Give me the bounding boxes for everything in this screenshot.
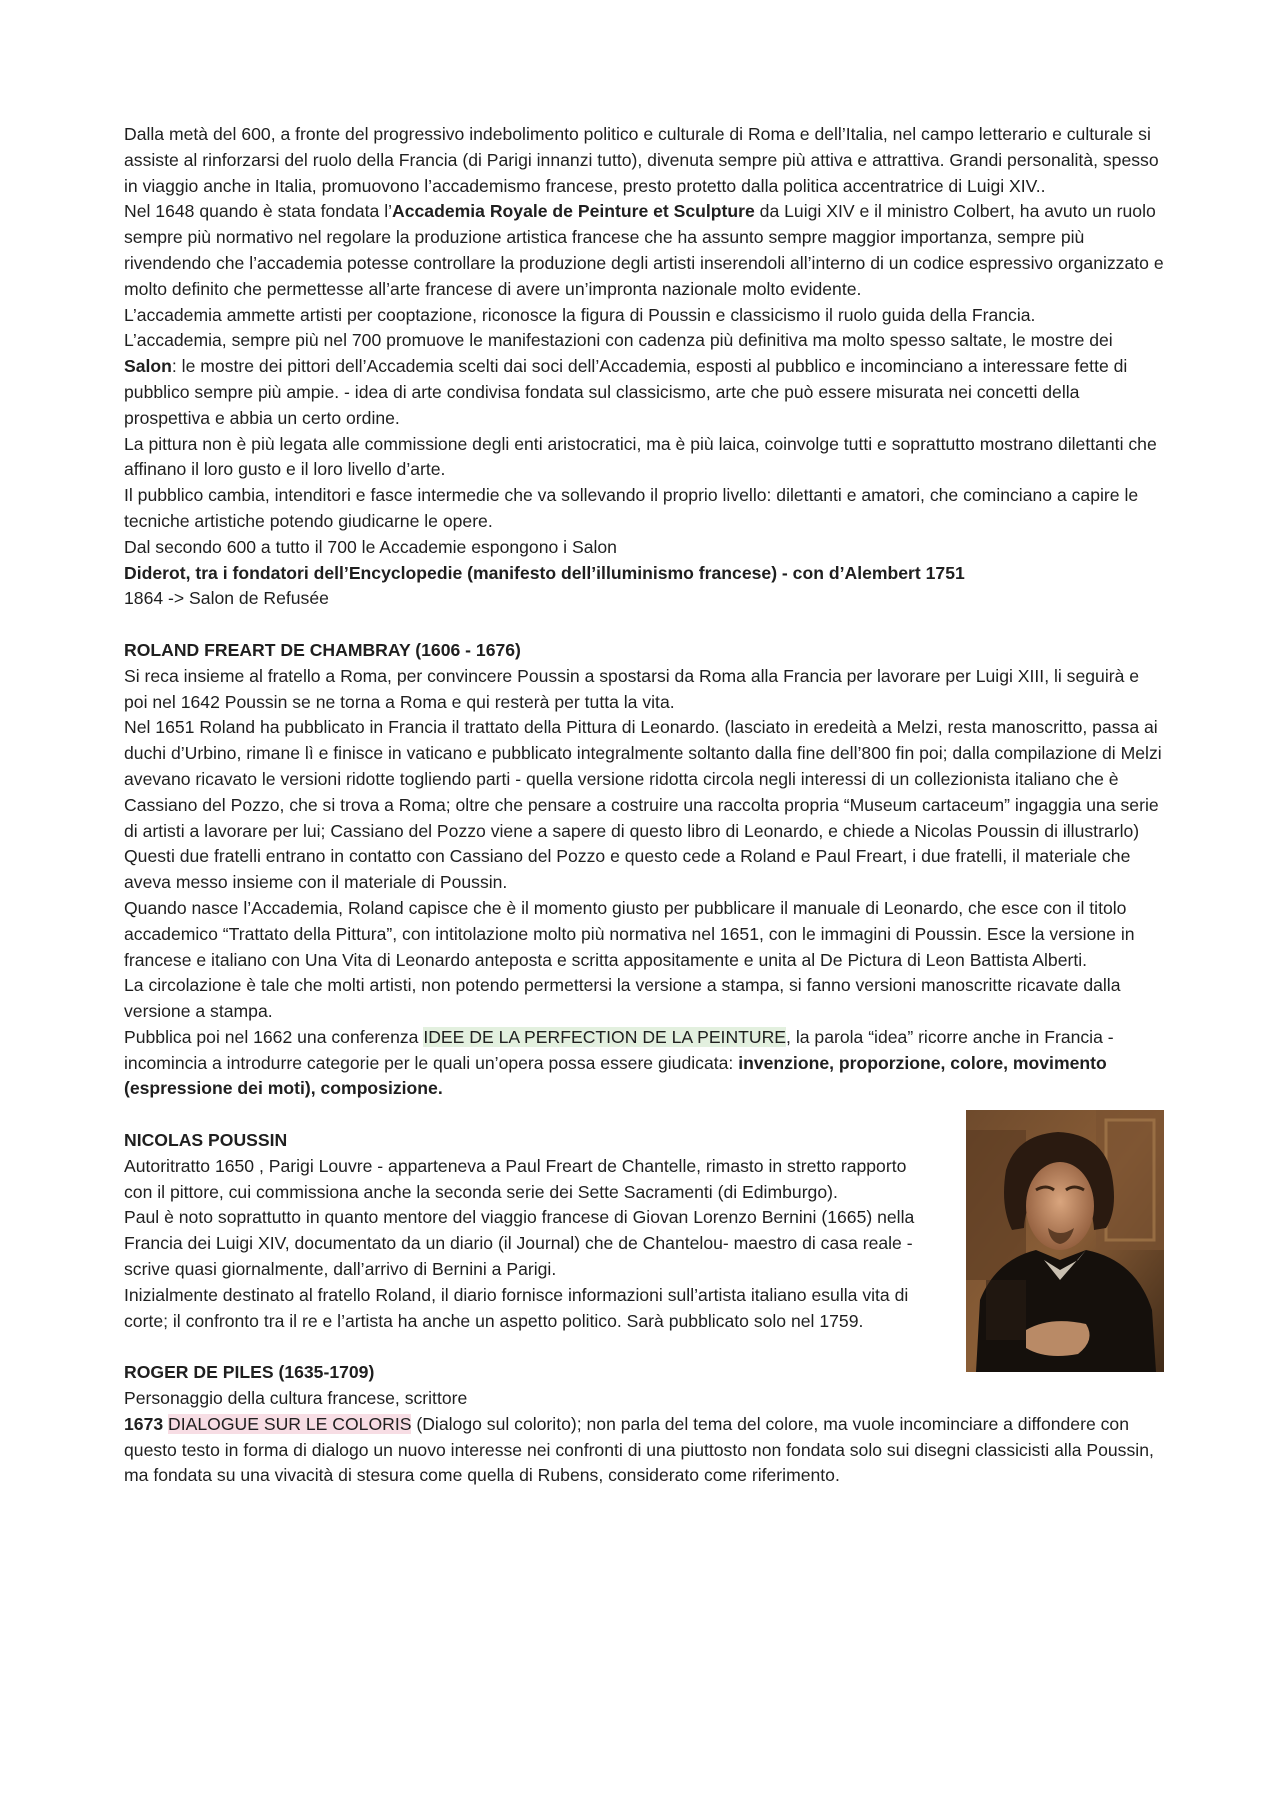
poussin-paragraph-3: Inizialmente destinato al fratello Roland, il diario fornisce informazioni sull’artista italiano esulla vita di corte; il confronto tra il re e l’artista ha anche un aspetto politico. Sarà pubblicato solo nel 1759. [124,1284,909,1331]
intro-paragraph-4: L’accademia, sempre più nel 700 promuove le manifestazioni con cadenza più definitiva ma molto spesso saltate, le mostre dei Salon: le mostre dei pittori dell’Accademia scelti dai soci dell’Accademia, esposti al pubblico e incominciano a interessare fette di pubblico sempre più ampie. - idea di arte condivisa fondata sul classicismo, arte che può essere misurata nei concetti della prospettiva e abbia un certo ordine. [124,330,1128,428]
intro-paragraph-2: Nel 1648 quando è stata fondata l’Accademia Royale de Peinture et Sculpture da Luigi XIV e il ministro Colbert, ha avuto un ruolo sempre più normativo nel regolare la produzione artistica francese che ha assunto sempre maggior importanza, sempre più rivendendo che l’accademia potesse controllare la produzione degli artisti inserendoli all’interno di un codice espressivo organizzato e molto definito che permettesse all’arte francese di avere un’impronta nazionale molto evidente. [124,201,1164,299]
intro-paragraph-7: Dal secondo 600 a tutto il 700 le Accademie espongono i Salon [124,536,617,557]
piles-paragraph-2: 1673 DIALOGUE SUR LE COLORIS (Dialogo sul colorito); non parla del tema del colore, ma vuole incominciare a diffondere con questo testo in forma di dialogo un nuovo interesse nei confronti di una piuttosto non fondata solo sui disegni classicisti alla Poussin, ma fondata su una vivacità di stesura come quella di Rubens, considerato come riferimento. [124,1413,1154,1486]
roland-paragraph-5: La circolazione è tale che molti artisti, non potendo permettersi la versione a stampa, si fanno versioni manoscritte ricavate dalla versione a stampa. [124,975,1121,1022]
academy-name: Accademia Royale de Peinture et Sculpture [392,201,755,222]
judgement-categories: invenzione, proporzione, colore, movimento (espressione dei moti), composizione. [124,1052,1107,1099]
piles-heading: ROGER DE PILES (1635-1709) [124,1362,375,1383]
poussin-paragraph-1: Autoritratto 1650 , Parigi Louvre - apparteneva a Paul Freart de Chantelle, rimasto in stretto rapporto con il pittore, cui commissiona anche la seconda serie dei Sette Sacramenti (di Edimburgo). [124,1155,907,1202]
roland-paragraph-6: Pubblica poi nel 1662 una conferenza IDEE DE LA PERFECTION DE LA PEINTURE, la parola “idea” ricorre anche in Francia - incomincia a introdurre categorie per le quali un’opera possa essere giudicata: invenzione, proporzione, colore, movimento (espressione dei moti), composizione. [124,1026,1114,1099]
intro-paragraph-3: L’accademia ammette artisti per cooptazione, riconosce la figura di Poussin e classicismo il ruolo guida della Francia. [124,304,1036,325]
piles-paragraph-1: Personaggio della cultura francese, scrittore [124,1388,468,1409]
roland-paragraph-1: Si reca insieme al fratello a Roma, per convincere Poussin a spostarsi da Roma alla Francia per lavorare per Luigi XIII, li seguirà e poi nel 1642 Poussin se ne torna a Roma e qui resterà per tutta la vita. [124,665,1140,712]
highlight-dialogue-coloris: DIALOGUE SUR LE COLORIS [168,1413,412,1434]
intro-paragraph-1: Dalla metà del 600, a fronte del progressivo indebolimento politico e culturale di Roma e dell’Italia, nel campo letterario e culturale si assiste al rinforzarsi del ruolo della Francia (di Parigi innanzi tutto), divenuta sempre più attiva e attrattiva. Grandi personalità, spesso in viaggio anche in Italia, promuovono l’accademismo francese, presto protetto dalla politica accentratrice di Luigi XIV.. [124,124,1159,196]
roland-heading: ROLAND FREART DE CHAMBRAY (1606 - 1676) [124,639,521,660]
roland-paragraph-3: Questi due fratelli entrano in contatto con Cassiano del Pozzo e questo cede a Roland e Paul Freart, i due fratelli, il materiale che aveva messo insieme con il materiale di Poussin. [124,846,1131,893]
document-page [124,122,1164,1489]
intro-paragraph-8: Diderot, tra i fondatori dell’Encyclopedie (manifesto dell’illuminismo francese) - con d’Alembert 1751 [124,562,965,583]
highlight-idee-perfection: IDEE DE LA PERFECTION DE LA PEINTURE [423,1026,787,1047]
intro-paragraph-5: La pittura non è più legata alle commissione degli enti aristocratici, ma è più laica, coinvolge tutti e soprattutto mostrano dilettanti che affinano il loro gusto e il loro livello d’arte. [124,433,1157,480]
roland-paragraph-2: Nel 1651 Roland ha pubblicato in Francia il trattato della Pittura di Leonardo. (lasciato in eredeità a Melzi, resta manoscritto, passa ai duchi d’Urbino, rimane lì e finisce in vaticano e pubblicato integralmente soltanto dalla fine dell’800 fin poi; dalla compilazione di Melzi avevano ricavato le versioni ridotte togliendo parti - quella versione ridotta circola negli interessi di un collezionista italiano che è Cassiano del Pozzo, che si trova a Roma; oltre che pensare a costruire una raccolta propria “Museum cartaceum” ingaggia una serie di artisti a lavorare per lui; Cassiano del Pozzo viene a sapere di questo libro di Leonardo, e chiede a Nicolas Poussin di illustrarlo) [124,717,1162,841]
poussin-heading: NICOLAS POUSSIN [124,1130,288,1151]
roland-paragraph-4: Quando nasce l’Accademia, Roland capisce che è il momento giusto per pubblicare il manuale di Leonardo, che esce con il titolo accademico “Trattato della Pittura”, con intitolazione molto più normativa nel 1651, con le immagini di Poussin. Esce la versione in francese e italiano con Una Vita di Leonardo anteposta e scritta appositamente e unita al De Pictura di Leon Battista Alberti. [124,897,1135,970]
poussin-self-portrait-image [966,1110,1164,1372]
salon-term: Salon [124,356,172,377]
poussin-section [124,1128,1164,1334]
intro-paragraph-9: 1864 -> Salon de Refusée [124,588,329,609]
poussin-paragraph-2: Paul è noto soprattutto in quanto mentore del viaggio francese di Giovan Lorenzo Bernini (1665) nella Francia dei Luigi XIV, documentato da un diario (il Journal) che de Chantelou- maestro di casa reale - scrive quasi giornalmente, dall’arrivo di Bernini a Parigi. [124,1207,915,1280]
intro-paragraph-6: Il pubblico cambia, intenditori e fasce intermedie che va sollevando il proprio livello: dilettanti e amatori, che cominciano a capire le tecniche artistiche potendo giudicarne le opere. [124,485,1139,531]
